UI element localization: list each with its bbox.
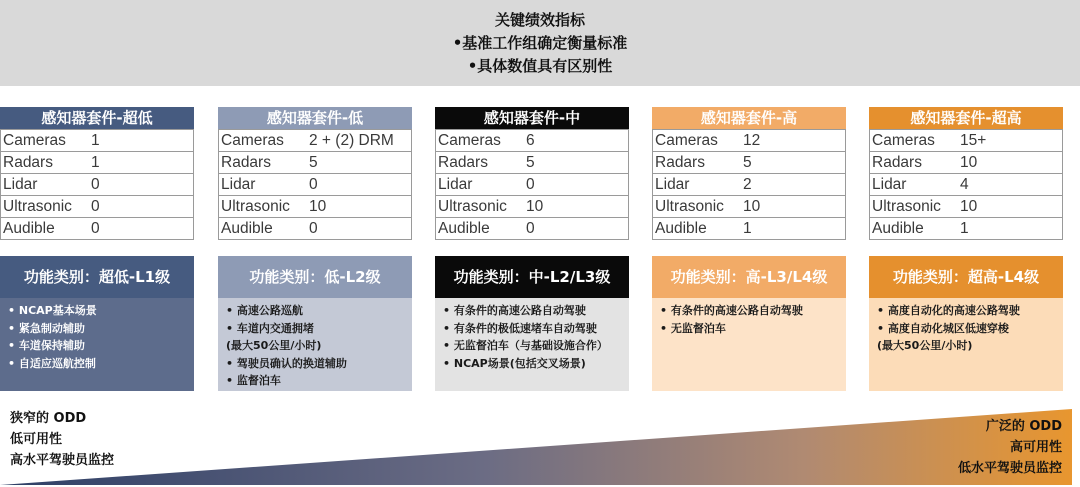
kpi-banner — [0, 0, 1080, 86]
func-title: 功能类别：中-L2/L3级 — [435, 256, 629, 298]
kit-table — [869, 129, 1063, 240]
kit-title: 感知器套件-超高 — [869, 107, 1063, 129]
func-title: 功能类别：低-L2级 — [218, 256, 412, 298]
func-title: 功能类别：高-L3/L4级 — [652, 256, 846, 298]
kit-key: Ultrasonic — [655, 198, 724, 215]
kit-value: 0 — [91, 220, 100, 237]
kit-table — [218, 129, 412, 240]
func-item: • 车道保持辅助 — [8, 339, 85, 352]
kit-value: 10 — [960, 198, 978, 215]
func-item: • 车道内交通拥堵 — [226, 321, 314, 335]
kit-row — [870, 173, 1062, 195]
kit-key: Ultrasonic — [872, 198, 941, 215]
kit-value: 10 — [960, 154, 978, 171]
kit-title: 感知器套件-高 — [652, 107, 846, 129]
func-item: • NCAP场景(包括交叉场景) — [443, 356, 586, 370]
kit-value: 0 — [526, 176, 535, 193]
kit-title: 感知器套件-低 — [218, 107, 412, 129]
kit-value: 6 — [526, 132, 535, 149]
kit-value: 0 — [91, 198, 100, 215]
kit-row — [653, 195, 845, 217]
kit-row — [1, 129, 193, 151]
func-high — [652, 256, 846, 391]
kit-row — [653, 217, 845, 239]
banner-title: 关键绩效指标 — [494, 10, 585, 29]
kit-row — [870, 151, 1062, 173]
func-item: • 有条件的高速公路自动驾驶 — [660, 304, 803, 317]
kit-row — [653, 151, 845, 173]
kit-key: Radars — [3, 154, 53, 171]
kit-row — [1, 217, 193, 239]
kit-key: Cameras — [872, 132, 935, 149]
kit-key: Audible — [655, 220, 707, 237]
func-body — [652, 298, 846, 391]
kit-value: 15+ — [960, 132, 987, 149]
func-item: (最大50公里/小时) — [226, 339, 322, 352]
kit-value: 10 — [526, 198, 544, 215]
func-item: (最大50公里/小时) — [877, 339, 973, 352]
func-low — [218, 256, 412, 391]
left-notes — [10, 408, 114, 471]
kit-value: 0 — [91, 176, 100, 193]
scale-wedge — [0, 405, 1080, 487]
func-body — [435, 298, 629, 391]
kit-row — [436, 151, 628, 173]
kit-value: 1 — [91, 154, 100, 171]
kit-value: 1 — [960, 220, 969, 237]
func-item: • 监督泊车 — [226, 374, 281, 387]
kit-value: 2 — [743, 176, 752, 193]
kit-mid — [435, 107, 629, 240]
func-item: • 有条件的高速公路自动驾驶 — [443, 304, 586, 317]
kit-key: Audible — [438, 220, 490, 237]
kit-value: 12 — [743, 132, 761, 149]
kit-key: Lidar — [438, 176, 473, 193]
kit-key: Ultrasonic — [221, 198, 290, 215]
kit-row — [1, 151, 193, 173]
kit-row — [436, 217, 628, 239]
func-body — [869, 298, 1063, 391]
kit-row — [1, 195, 193, 217]
kit-row — [653, 173, 845, 195]
kit-value: 1 — [743, 220, 752, 237]
kit-value: 5 — [526, 154, 535, 171]
kit-key: Lidar — [655, 176, 690, 193]
kit-value: 5 — [743, 154, 752, 171]
kit-key: Audible — [3, 220, 55, 237]
kit-row — [219, 151, 411, 173]
kit-key: Audible — [872, 220, 924, 237]
func-item: • 驾驶员确认的换道辅助 — [226, 356, 347, 370]
kit-value: 0 — [526, 220, 535, 237]
kit-key: Cameras — [655, 132, 718, 149]
kit-key: Audible — [221, 220, 273, 237]
kit-value: 10 — [743, 198, 761, 215]
kit-ultra-low — [0, 107, 194, 240]
kit-high — [652, 107, 846, 240]
right-note: 低水平驾驶员监控 — [957, 461, 1062, 476]
kit-key: Cameras — [438, 132, 501, 149]
kit-title: 感知器套件-超低 — [0, 107, 194, 129]
kit-key: Lidar — [872, 176, 907, 193]
kit-table — [652, 129, 846, 240]
banner-line-2: •具体数值具有区别性 — [467, 56, 613, 75]
kit-row — [219, 217, 411, 239]
func-ultra-low — [0, 256, 194, 391]
kit-value: 5 — [309, 154, 318, 171]
kit-row — [219, 129, 411, 151]
kit-value: 10 — [309, 198, 327, 215]
kit-value: 4 — [960, 176, 969, 193]
right-note: 广泛的 ODD — [985, 419, 1062, 434]
func-body — [0, 298, 194, 391]
kit-table — [435, 129, 629, 240]
kit-row — [219, 173, 411, 195]
left-note: 高水平驾驶员监控 — [10, 453, 115, 468]
kit-row — [1, 173, 193, 195]
kit-row — [653, 129, 845, 151]
func-ultra-high — [869, 256, 1063, 391]
kit-key: Lidar — [3, 176, 38, 193]
right-notes — [958, 416, 1062, 479]
kit-value: 2 + (2) DRM — [309, 132, 394, 149]
kit-key: Radars — [438, 154, 488, 171]
func-item: • NCAP基本场景 — [8, 304, 97, 317]
kit-value: 1 — [91, 132, 100, 149]
kit-key: Radars — [872, 154, 922, 171]
kit-key: Ultrasonic — [3, 198, 72, 215]
func-item: • 自适应巡航控制 — [8, 356, 96, 370]
right-note: 高可用性 — [1009, 440, 1062, 455]
func-item: • 无监督泊车 — [660, 321, 726, 335]
left-note: 狭窄的 ODD — [10, 411, 87, 426]
kit-value: 0 — [309, 176, 318, 193]
func-item: • 高速公路巡航 — [226, 304, 303, 317]
func-title: 功能类别：超低-L1级 — [0, 256, 194, 298]
kit-low — [218, 107, 412, 240]
kit-key: Ultrasonic — [438, 198, 507, 215]
func-item: • 有条件的极低速堵车自动驾驶 — [443, 321, 597, 335]
kit-value: 0 — [309, 220, 318, 237]
kit-title: 感知器套件-中 — [435, 107, 629, 129]
banner-line-1: •基准工作组确定衡量标准 — [452, 33, 628, 52]
kit-row — [870, 129, 1062, 151]
kit-row — [219, 195, 411, 217]
func-mid — [435, 256, 629, 391]
kit-key: Cameras — [3, 132, 66, 149]
func-item: • 高度自动化城区低速穿梭 — [877, 321, 1009, 335]
left-note: 低可用性 — [10, 432, 63, 447]
kit-ultra-high — [869, 107, 1063, 240]
func-title: 功能类别：超高-L4级 — [869, 256, 1063, 298]
kit-row — [436, 129, 628, 151]
kit-row — [870, 217, 1062, 239]
kit-key: Radars — [221, 154, 271, 171]
kit-row — [436, 195, 628, 217]
kit-key: Cameras — [221, 132, 284, 149]
kit-key: Radars — [655, 154, 705, 171]
kit-table — [0, 129, 194, 240]
func-item: • 无监督泊车（与基础设施合作） — [443, 339, 608, 352]
func-item: • 高度自动化的高速公路驾驶 — [877, 304, 1020, 317]
kit-row — [870, 195, 1062, 217]
func-item: • 紧急制动辅助 — [8, 321, 85, 335]
func-body — [218, 298, 412, 391]
kit-row — [436, 173, 628, 195]
kit-key: Lidar — [221, 176, 256, 193]
